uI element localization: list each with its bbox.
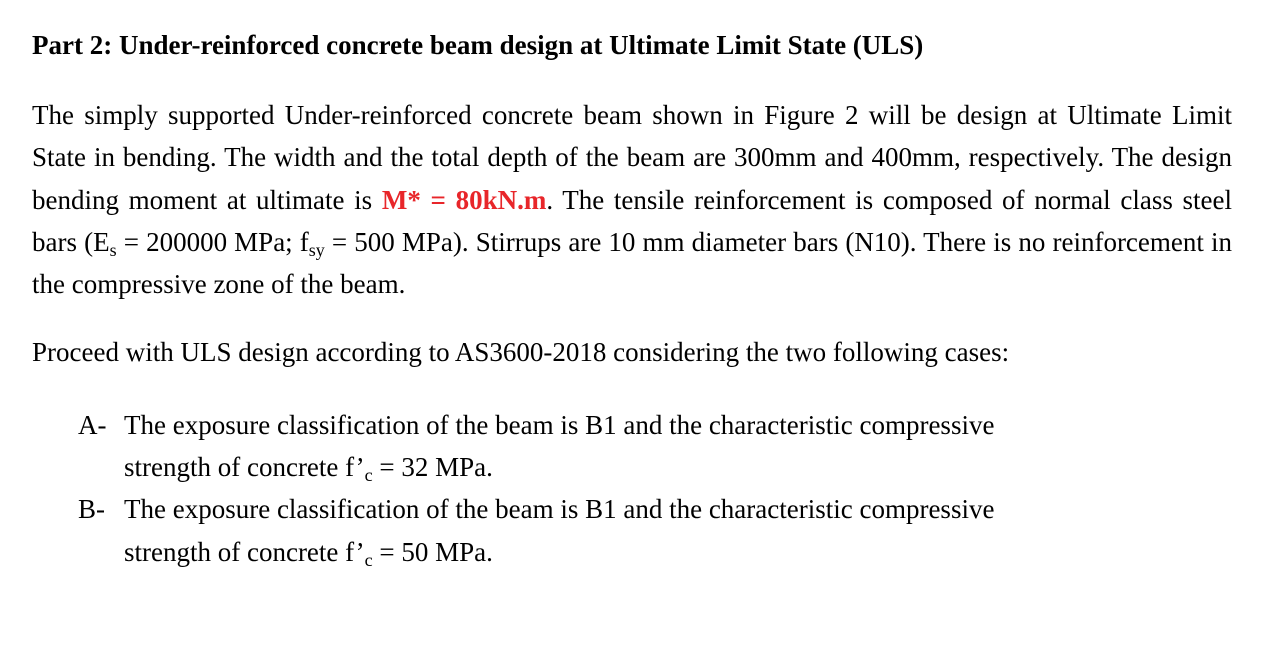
case-marker-a: A- <box>78 409 107 440</box>
case-a-strength-before: strength of concrete f’ <box>124 452 365 483</box>
case-a-text: The exposure classification of the beam is B1 and the characteristic compressive <box>124 409 995 440</box>
yield-strength-subscript: sy <box>308 239 325 260</box>
case-b-strength-line <box>124 531 1232 573</box>
instruction-paragraph: Proceed with ULS design according to AS3600-2018 considering the two following cases: <box>32 337 1010 368</box>
case-b-strength-value: = 50 MPa. <box>372 536 493 567</box>
case-a-strength-value: = 32 MPa. <box>372 452 493 483</box>
paragraph1-text-mid: . The tensile reinforcement is composed of normal class steel bars (E <box>32 184 1232 257</box>
case-a-strength-subscript: c <box>364 465 373 486</box>
section-heading: Part 2: Under-reinforced concrete beam design at Ultimate Limit State (ULS) <box>32 30 924 60</box>
paragraph1-text-mid2: = 200000 MPa; f <box>116 226 309 257</box>
case-b-strength-subscript: c <box>364 549 373 570</box>
paragraph1-text-after: = 500 MPa). Stirrups are 10 mm diameter bars (N10). There is no reinforcement in the compressive zone of the beam. <box>32 226 1233 300</box>
problem-description-paragraph <box>32 94 1232 305</box>
case-item-b <box>78 488 1232 573</box>
case-b-strength-before: strength of concrete f’ <box>124 536 365 567</box>
case-b-text: The exposure classification of the beam is B1 and the characteristic compressive <box>124 494 995 525</box>
paragraph1-text-before: The simply supported Under-reinforced concrete beam shown in Figure 2 will be design at Ultimate Limit State in bending. The width and the total depth of the beam are 300mm and 400mm, respectively. The design bending moment at ultimate is <box>32 100 1232 215</box>
case-item-a <box>78 404 1232 489</box>
elastic-modulus-subscript: s <box>109 239 117 260</box>
case-marker-b: B- <box>78 494 105 525</box>
document-page <box>32 26 1232 573</box>
design-moment-highlight: M* = 80kN.m <box>381 184 547 215</box>
case-list <box>78 404 1232 573</box>
case-a-strength-line <box>124 446 1232 488</box>
